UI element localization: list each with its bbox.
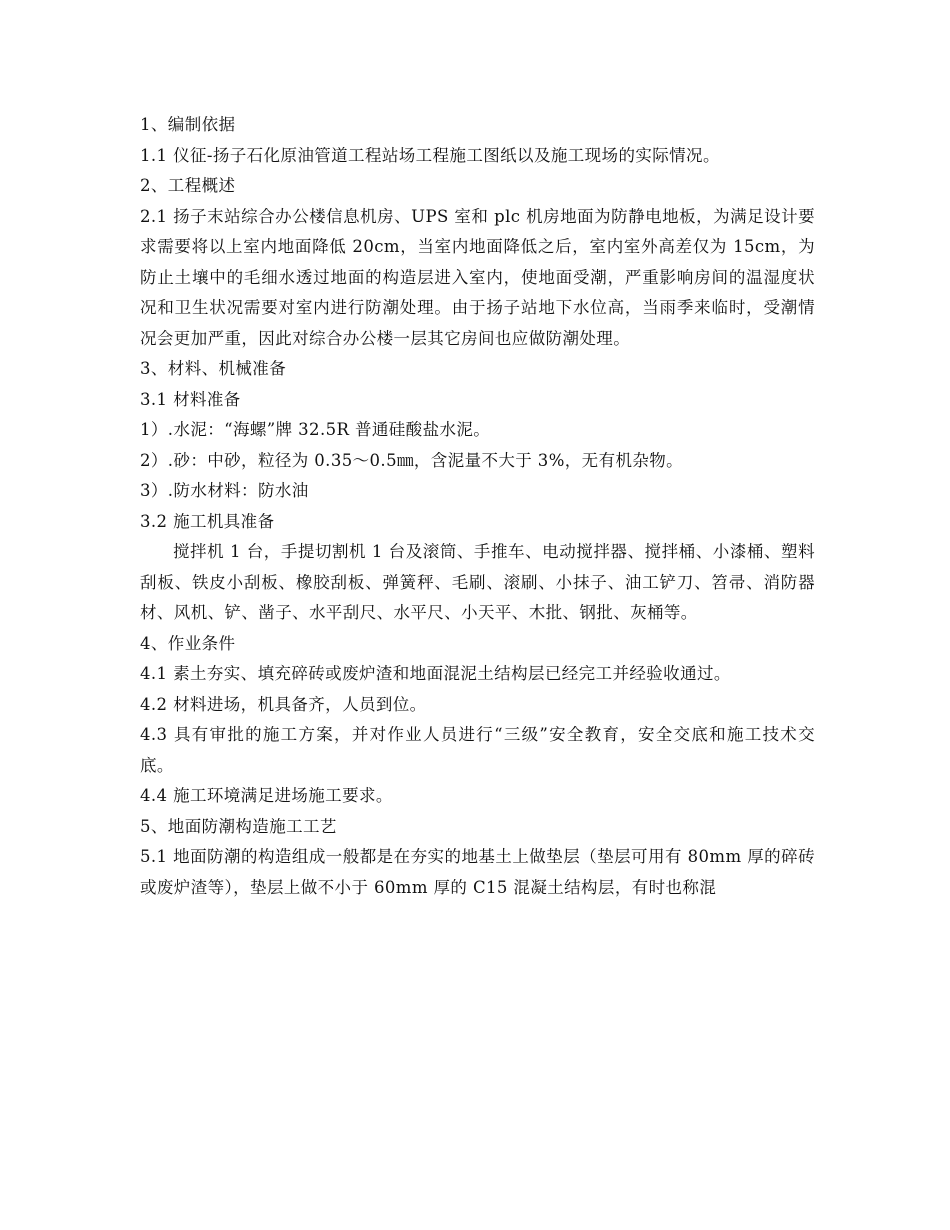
paragraph-tools: 搅拌机 1 台，手提切割机 1 台及滚筒、手推车、电动搅拌器、搅拌桶、小漆桶、塑料刮板、铁皮小刮板、橡胶刮板、弹簧秤、毛刷、滚刷、小抹子、油工铲刀、笤帚、消防器材、风机、铲、凿子、水平刮尺、水平尺、小天平、木批、钢批、灰桶等。 (140, 542, 815, 622)
paragraph-5-1: 5.1 地面防潮的构造组成一般都是在夯实的地基土上做垫层（垫层可用有 80mm 厚的碎砖或废炉渣等），垫层上做不小于 60mm 厚的 C15 混凝土结构层，有时也称混 (140, 847, 815, 897)
list-item-waterproofing: 3）.防水材料：防水油 (140, 481, 309, 500)
heading-1: 1、编制依据 (140, 115, 236, 134)
paragraph-4-4: 4.4 施工环境满足进场施工要求。 (140, 786, 393, 805)
paragraph-4-3: 4.3 具有审批的施工方案，并对作业人员进行“三级”安全教育，安全交底和施工技术交底。 (140, 725, 815, 775)
document-page (140, 110, 815, 903)
subheading-3-2: 3.2 施工机具准备 (140, 511, 275, 531)
subheading-3-1: 3.1 材料准备 (140, 389, 241, 409)
paragraph-4-1: 4.1 素土夯实、填充碎砖或废炉渣和地面混泥土结构层已经完工并经验收通过。 (140, 664, 731, 683)
paragraph-2-1: 2.1 扬子末站综合办公楼信息机房、UPS 室和 plc 机房地面为防静电地板，为满足设计要求需要将以上室内地面降低 20cm，当室内地面降低之后，室内室外高差仅为 15cm，为防止土壤中的毛细水透过地面的构造层进入室内，使地面受潮，严重影响房间的温湿度状况和卫生状况需要对室内进行防潮处理。由于扬子站地下水位高，当雨季来临时，受潮情况会更加严重，因此对综合办公楼一层其它房间也应做防潮处理。 (140, 206, 815, 348)
paragraph-4-2: 4.2 材料进场，机具备齐，人员到位。 (140, 694, 427, 714)
heading-4: 4、作业条件 (140, 633, 236, 653)
list-item-cement: 1）.水泥：“海螺”牌 32.5R 普通硅酸盐水泥。 (140, 420, 491, 439)
heading-3: 3、材料、机械准备 (140, 359, 287, 378)
list-item-sand: 2）.砂：中砂，粒径为 0.35～0.5㎜，含泥量不大于 3%，无有机杂物。 (140, 450, 684, 470)
heading-2: 2、工程概述 (140, 176, 236, 195)
heading-5: 5、地面防潮构造施工工艺 (140, 816, 337, 836)
paragraph-1-1: 1.1 仪征-扬子石化原油管道工程站场工程施工图纸以及施工现场的实际情况。 (140, 145, 720, 165)
